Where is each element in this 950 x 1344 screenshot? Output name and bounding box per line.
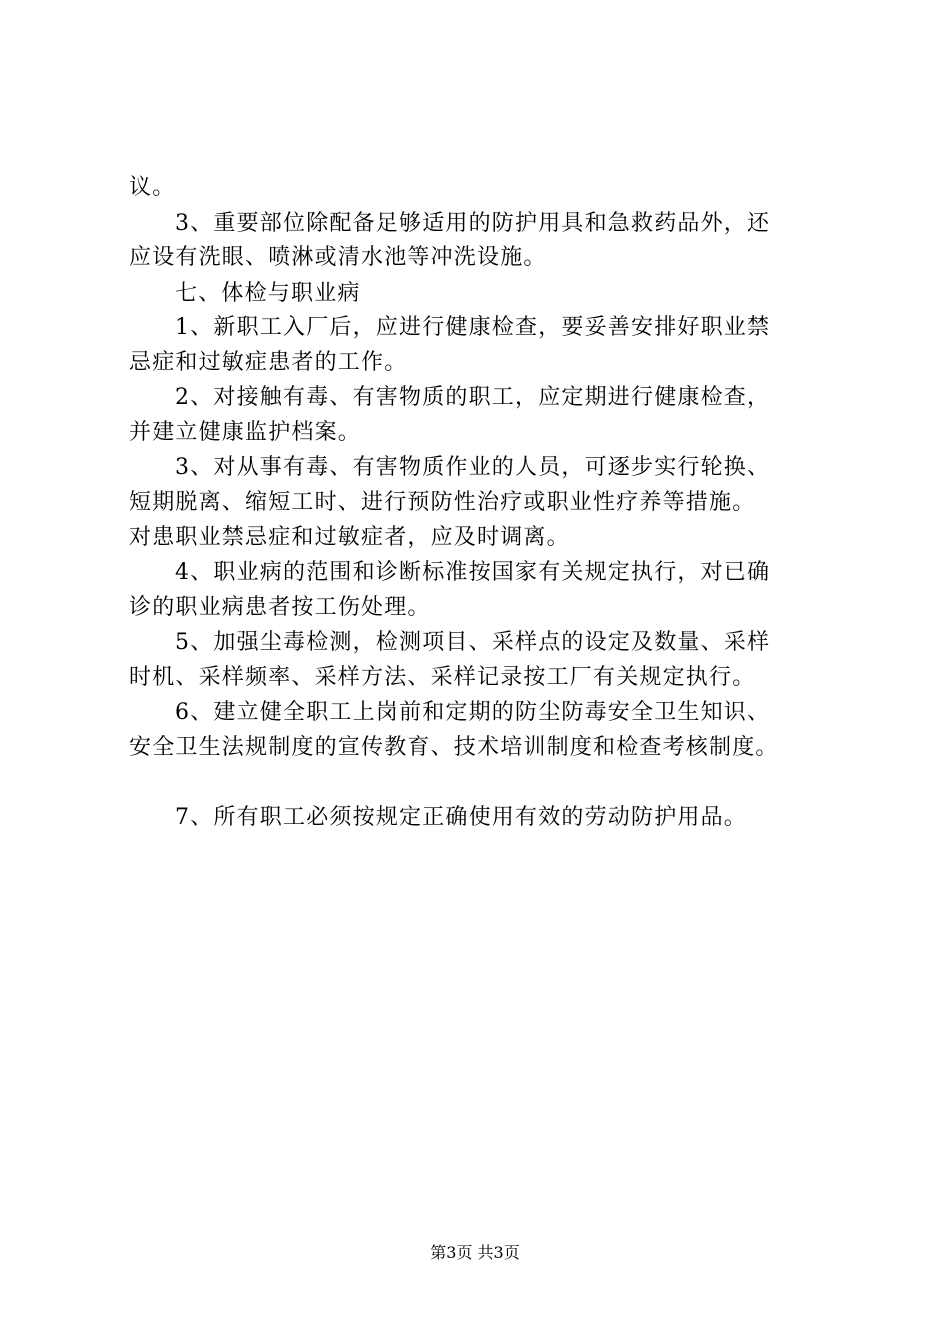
text-line: 3、对从事有毒、有害物质作业的人员，可逐步实行轮换、 xyxy=(175,455,771,480)
text-line: 2、对接触有毒、有害物质的职工，应定期进行健康检查， xyxy=(175,385,771,410)
text-line: 3、重要部位除配备足够适用的防护用具和急救药品外，还 xyxy=(175,211,771,236)
text-line: 忌症和过敏症患者的工作。 xyxy=(129,350,408,375)
text-line: 短期脱离、缩短工时、进行预防性治疗或职业性疗养等措施。 xyxy=(129,490,756,515)
text-line: 对患职业禁忌症和过敏症者，应及时调离。 xyxy=(129,525,570,550)
text-line: 7、所有职工必须按规定正确使用有效的劳动防护用品。 xyxy=(175,805,747,830)
page-number-footer: 第3页 共3页 xyxy=(430,1243,520,1262)
text-line: 并建立健康监护档案。 xyxy=(129,420,362,445)
text-line: 诊的职业病患者按工伤处理。 xyxy=(129,595,431,620)
text-line: 6、建立健全职工上岗前和定期的防尘防毒安全卫生知识、 xyxy=(175,700,771,725)
text-line: 应设有洗眼、喷淋或清水池等冲洗设施。 xyxy=(129,245,547,270)
text-line: 安全卫生法规制度的宣传教育、技术培训制度和检查考核制度。 xyxy=(129,735,779,760)
text-line: 议。 xyxy=(129,175,176,200)
text-line: 1、新职工入厂后，应进行健康检查，要妥善安排好职业禁 xyxy=(175,315,771,340)
text-line: 5、加强尘毒检测，检测项目、采样点的设定及数量、采样 xyxy=(175,630,771,655)
section-heading: 七、体检与职业病 xyxy=(175,281,361,306)
text-line: 时机、采样频率、采样方法、采样记录按工厂有关规定执行。 xyxy=(129,665,756,690)
text-line: 4、职业病的范围和诊断标准按国家有关规定执行，对已确 xyxy=(175,560,771,585)
